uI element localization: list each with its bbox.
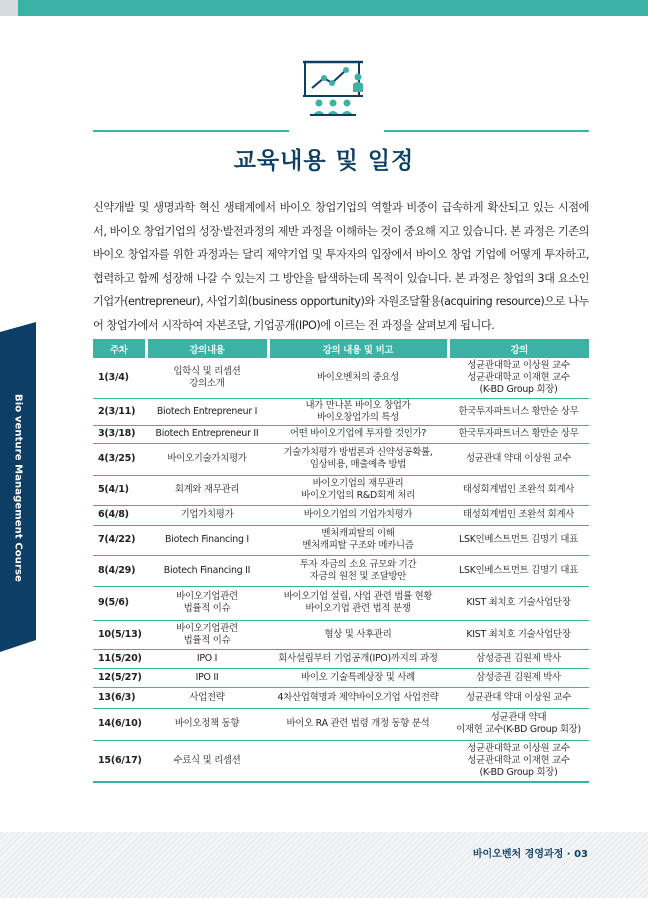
- week-cell: 13(6/3): [93, 687, 146, 708]
- title-rule-right: [384, 130, 589, 132]
- topic-cell: 기업가치평가: [146, 505, 268, 525]
- lecturer-cell: LSK인베스트먼트 김명기 대표: [448, 525, 589, 555]
- lecturer-cell: 성균관대학교 이상원 교수 성균관대학교 이재현 교수 (K-BD Group 회장): [448, 358, 589, 398]
- footer-page-label: 바이오벤처 경영과정 · 03: [472, 849, 588, 860]
- bottom-hatch-pattern: [0, 832, 648, 898]
- week-cell: 8(4/29): [93, 555, 146, 586]
- week-cell: 7(4/22): [93, 525, 146, 555]
- header-lecturer: 강의: [448, 339, 589, 358]
- lecturer-cell: LSK인베스트먼트 김명기 대표: [448, 555, 589, 586]
- lecturer-cell: 성균관대 약대 이재현 교수(K-BD Group 회장): [448, 708, 589, 740]
- note-cell: 바이오기업의 기업가치평가: [268, 505, 448, 525]
- topic-cell: 회계와 재무관리: [146, 475, 268, 505]
- topic-cell: Biotech Financing II: [146, 555, 268, 586]
- top-corner-block: [0, 0, 18, 16]
- table-row: [93, 505, 589, 525]
- note-cell: 바이오기업의 재무관리 바이오기업의 R&D회계 처리: [268, 475, 448, 505]
- header-topic: 강의내용: [146, 339, 268, 358]
- table-row: [93, 668, 589, 687]
- lecturer-cell: 성균관대 약대 이상원 교수: [448, 443, 589, 475]
- table-row: [93, 525, 589, 555]
- header-note: 강의 내용 및 비고: [268, 339, 448, 358]
- week-cell: 3(3/18): [93, 425, 146, 443]
- note-cell: 투자 자금의 소요 규모와 기간 자금의 원천 및 조달방안: [268, 555, 448, 586]
- table-row: [93, 443, 589, 475]
- week-cell: 2(3/11): [93, 398, 146, 425]
- lecturer-cell: 한국투자파트너스 황만순 상무: [448, 425, 589, 443]
- lecturer-cell: KIST 최치호 기술사업단장: [448, 620, 589, 649]
- lecturer-cell: 성균관대 약대 이상원 교수: [448, 687, 589, 708]
- table-header-row: [93, 339, 589, 358]
- table-row: [93, 649, 589, 668]
- note-cell: 벤처캐피탈의 이해 벤처캐피탈 구조와 메카니즘: [268, 525, 448, 555]
- page-title: 교육내용 및 일정: [233, 148, 415, 174]
- note-cell: 협상 및 사후관리: [268, 620, 448, 649]
- lecturer-cell: 태성회계법인 조완석 회계사: [448, 505, 589, 525]
- side-course-label: Bio venture Management Course: [12, 394, 24, 582]
- week-cell: 14(6/10): [93, 708, 146, 740]
- week-cell: 11(5/20): [93, 649, 146, 668]
- topic-cell: 바이오정책 동향: [146, 708, 268, 740]
- note-cell: 바이오벤처의 중요성: [268, 358, 448, 398]
- note-cell: 4차산업혁명과 제약바이오기업 사업전략: [268, 687, 448, 708]
- header-week: 주차: [93, 339, 146, 358]
- schedule-table: [93, 339, 589, 783]
- table-row: [93, 475, 589, 505]
- topic-cell: 바이오기업관련 법률적 이슈: [146, 586, 268, 620]
- table-row: [93, 708, 589, 740]
- week-cell: 12(5/27): [93, 668, 146, 687]
- topic-cell: 수료식 및 리셉션: [146, 740, 268, 782]
- lecturer-cell: 성균관대학교 이상원 교수 성균관대학교 이재현 교수 (K-BD Group 회장): [448, 740, 589, 782]
- table-row: [93, 555, 589, 586]
- note-cell: 바이오기업 설립, 사업 관련 법률 현황 바이오기업 관련 법적 분쟁: [268, 586, 448, 620]
- topic-cell: Biotech Entrepreneur II: [146, 425, 268, 443]
- note-cell: 내가 만나본 바이오 창업가 바이오창업가의 특성: [268, 398, 448, 425]
- week-cell: 5(4/1): [93, 475, 146, 505]
- top-accent-bar: [0, 0, 648, 16]
- week-cell: 10(5/13): [93, 620, 146, 649]
- table-row: [93, 620, 589, 649]
- week-cell: 4(3/25): [93, 443, 146, 475]
- week-cell: 1(3/4): [93, 358, 146, 398]
- note-cell: 바이오 기술특례상장 및 사례: [268, 668, 448, 687]
- week-cell: 9(5/6): [93, 586, 146, 620]
- topic-cell: Biotech Financing I: [146, 525, 268, 555]
- lecturer-cell: 삼성증권 김원제 박사: [448, 668, 589, 687]
- note-cell: 어떤 바이오기업에 투자할 것인가?: [268, 425, 448, 443]
- topic-cell: 입학식 및 리셉션 강의소개: [146, 358, 268, 398]
- table-row: [93, 398, 589, 425]
- table-row: [93, 740, 589, 782]
- table-row: [93, 425, 589, 443]
- lecturer-cell: KIST 최치호 기술사업단장: [448, 586, 589, 620]
- week-cell: 15(6/17): [93, 740, 146, 782]
- presentation-chart-icon: [302, 58, 366, 118]
- topic-cell: IPO II: [146, 668, 268, 687]
- week-cell: 6(4/8): [93, 505, 146, 525]
- topic-cell: 바이오기업관련 법률적 이슈: [146, 620, 268, 649]
- title-rule-left: [93, 130, 289, 132]
- lecturer-cell: 한국투자파트너스 황만순 상무: [448, 398, 589, 425]
- topic-cell: 바이오기술가치평가: [146, 443, 268, 475]
- note-cell: [268, 740, 448, 782]
- note-cell: 기술가치평가 방법론과 신약성공확률, 임상비용, 매출예측 방법: [268, 443, 448, 475]
- topic-cell: Biotech Entrepreneur I: [146, 398, 268, 425]
- intro-paragraph: 신약개발 및 생명과학 혁신 생태계에서 바이오 창업기업의 역할과 비중이 급속하게 확산되고 있는 시점에서, 바이오 창업기업의 성장·발전과정의 제반 과정을 이해하는 것이 중요해 지고 있습니다. 본 과정은 기존의 바이오 창업자를 위한 과정과는 달리 제약기업 및 투자자의 입장에서 바이오 창업 기업에 어떻게 투자하고, 협력하고 함께 성장해 나갈 수 있는지 그 방안을 탐색하는데 목적이 있습니다. 본 과정은 창업의 3대 요소인 기업가(entrepreneur), 사업기회(business opportunity)와 자원조달활용(acquiring resource)으로 나누어 창업가에서 시작하여 자본조달, 기업공개(IPO)에 이르는 전 과정을 살펴보게 됩니다.: [93, 201, 589, 332]
- table-row: [93, 358, 589, 398]
- topic-cell: 사업전략: [146, 687, 268, 708]
- note-cell: 바이오 RA 관련 법령 개정 동향 분석: [268, 708, 448, 740]
- note-cell: 회사설립부터 기업공개(IPO)까지의 과정: [268, 649, 448, 668]
- table-row: [93, 687, 589, 708]
- topic-cell: IPO I: [146, 649, 268, 668]
- lecturer-cell: 태성회계법인 조완석 회계사: [448, 475, 589, 505]
- table-row: [93, 586, 589, 620]
- lecturer-cell: 삼성증권 김원제 박사: [448, 649, 589, 668]
